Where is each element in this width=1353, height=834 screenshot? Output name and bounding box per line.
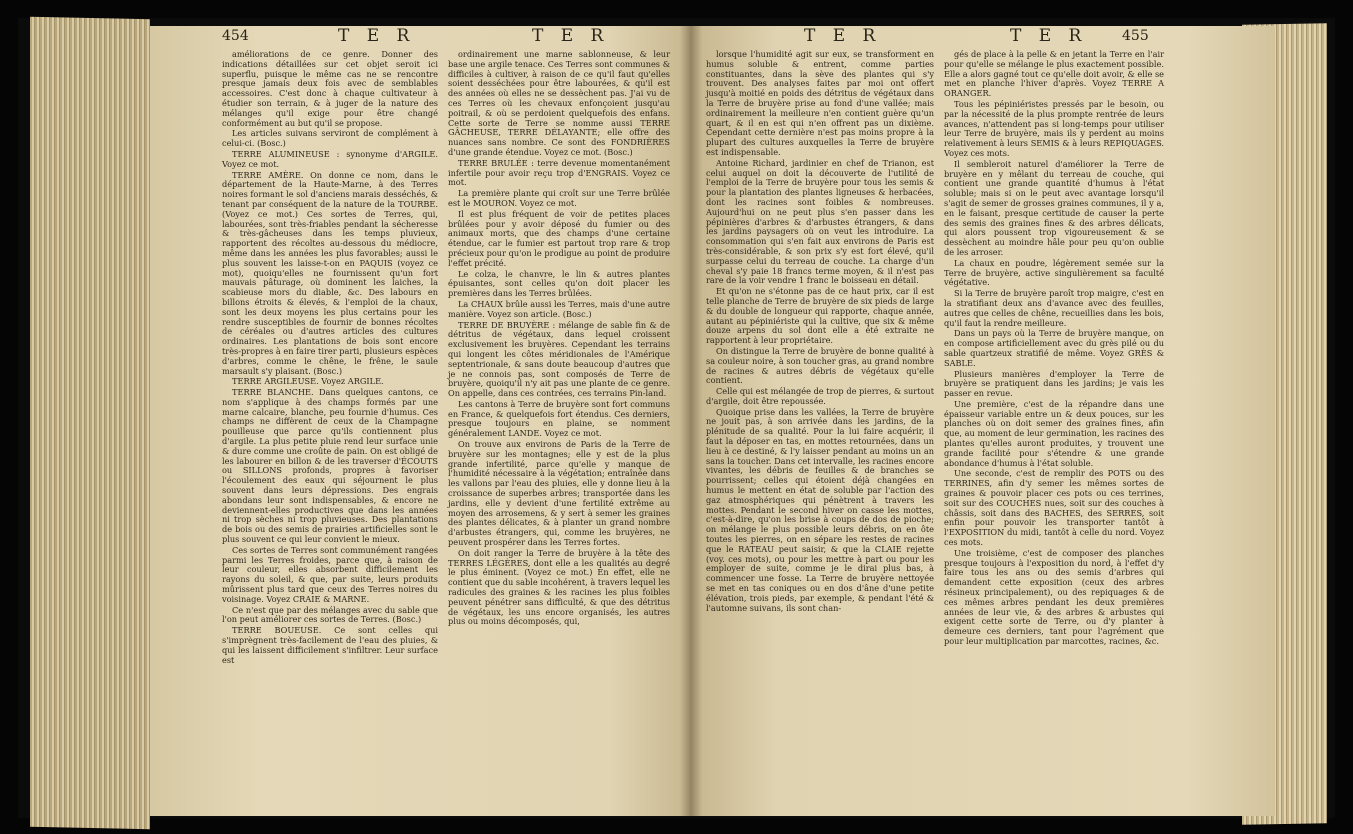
paragraph: TERRE BRULÉE : terre devenue momentanément infertile pour avoir reçu trop d'ENGRAIS. Voyez ce mot. [448,157,670,188]
paragraph: lorsque l'humidité agit sur eux, se transforment en humus soluble & entrent, comme parties constituantes, dans la sève des plantes qui s'y trouvent. Des analyses faites par moi ont offert jusqu'à moitié en poids des détritus de végétaux dans la Terre de bruyère prise au fond d'une vallée; mais ordinairement la meilleure n'en contient guère qu'un quart, & il en est qui n'en offrent pas un dixième. Cependant cette dernière n'est pas moins propre à la plupart des cultures auxquelles la Terre de bruyère est indispensable. [706,49,934,157]
paragraph: Une première, c'est de la répandre dans une épaisseur variable entre un & deux pouces, sur les planches où on doit semer des graines fines, afin que, au moment de leur germination, les racines des plantes qu'elles auront produites, y trouvent une grande facilité pour s'étendre & une grande abondance d'humus à l'état soluble. [944,398,1164,468]
paragraph: TERRE BLANCHE. Dans quelques cantons, ce nom s'applique à des champs formés par une marne calcaire, blanche, peu fournie d'humus. Ces champs ne diffèrent de ceux de la Champagne pouilleuse que parce qu'ils contiennent plus d'argile. La plus petite pluie rend leur surface unie & dure comme une croûte de pain. On est obligé de les labourer en billon & de les traverser d'ÉCOUTS ou SILLONS profonds, propres à favoriser l'écoulement des eaux qui séjournent le plus souvent dans leurs dépressions. Des engrais abondans leur sont indispensables, & encore ne deviennent-elles productives que dans les années ni trop sèches ni trop pluvieuses. Des plantations de bois ou des semis de prairies artificielles sont le plus souvent ce qui leur convient le mieux. [222,387,438,545]
paragraph: TERRE ARGILEUSE. Voyez ARGILE. [232,376,384,387]
paragraph: TERRE DE BRUYÈRE : mélange de sable fin & de détritus de végétaux, dans lequel croissent exclusivement les bruyères. Cependant les terrains qui longent les côtes méridionales de l'Amérique septentrionale, & sans doute beaucoup d'autres que je ne connois pas, sont composés de Terre de bruyère, quoiqu'il n'y ait pas une plante de ce genre. On appelle, dans ces contrées, ces terrains Pin-land. [448,319,670,399]
paragraph: Ce n'est que par des mélanges avec du sable que l'on peut améliorer ces sortes de Terres. (Bosc.) [222,604,438,625]
right-column-2 [944,50,1164,648]
paragraph: Les cantons à Terre de bruyère sont fort communs en France, & quelquefois fort étendus. Ces derniers, presque toujours en plaine, se nomment généralement LANDE. Voyez ce mot. [448,398,670,439]
paragraph: gés de place à la pelle & en jetant la Terre en l'air pour qu'elle se mélange le plus exactement possible. Elle a alors gagné tout ce qu'elle doit avoir, & elle se met en planche l'hiver d'après. Voyez TERRE A ORANGER. [944,49,1164,99]
right-running-head-1: T E R [804,26,882,46]
right-column-1 [706,50,934,614]
paragraph: Plusieurs manières d'employer la Terre de bruyère se pratiquent dans les jardins; je vais les passer en revue. [944,368,1164,399]
paragraph: TERRE BOUEUSE. Ce sont celles qui s'imprègnent très-facilement de l'eau des pluies, & qui les laissent difficilement s'infiltrer. Leur surface est [222,625,438,665]
paragraph: Et qu'on ne s'étonne pas de ce haut prix, car il est telle planche de Terre de bruyère de six pieds de large & du double de longueur qui rapporte, chaque année, autant au pépiniériste qui la cultive, que six & même douze arpens du sol dont elle a été extraite ne rapportent à leur propriétaire. [706,286,934,346]
paragraph: Quoique prise dans les vallées, la Terre de bruyère ne jouit pas, à son arrivée dans les jardins, de la plénitude de sa qualité. Pour la lui faire acquérir, il faut la déposer en tas, en mottes retournées, dans un lieu à ce destiné, & l'y laisser pendant au moins un an sans la toucher. Dans cet intervalle, les racines encore vivantes, les débris de feuilles & de branches se pourrissent; celles qui étoient déjà changées en humus le mettent en état de soluble par l'action des gaz atmosphériques qui pénètrent à travers les mottes. Pendant le second hiver on casse les mottes, c'est-à-dire, qu'on les brise à coups de dos de pioche; on mélange le plus possible leurs débris, on en ôte toutes les pierres, on en sépare les restes de racines que le RATEAU peut saisir, & que la CLAIE rejette (voy. ces mots), ou pour les mettre à part ou pour les employer de suite, comme je le dirai plus bas, à commencer une fosse. La Terre de bruyère nettoyée se met en tas coniques ou en dos d'âne d'une petite élévation, trois pieds, par exemple, & pendant l'été & l'automne suivans, ils sont chan- [706,406,934,613]
paragraph: On distingue la Terre de bruyère de bonne qualité à sa couleur noire, à son toucher gras, au grand nombre de racines & autres débris de végétaux qu'elle contient. [706,345,934,386]
left-page-number: 454 [222,28,249,44]
paragraph: améliorations de ce genre. Donner des indications détaillées sur cet objet seroit ici superflu, puisque le même cas ne se rencontre presque jamais deux fois avec de semblables accessoires. C'est donc à chaque cultivateur à étudier son terrain, & à juger de la nature des mélanges qu'il exige pour être changé conformément au but qu'il se propose. [222,49,438,128]
left-column-2 [448,50,670,628]
left-page-edges [30,17,150,830]
paragraph: Dans un pays où la Terre de bruyère manque, on en compose artificiellement avec du grès pilé ou du sable quartzeux stratifié de même. Voyez GRÈS & SABLE. [944,328,1164,368]
right-page-number: 455 [1122,28,1149,44]
paragraph: Il est plus fréquent de voir de petites places brûlées pour y avoir déposé du fumier ou des animaux morts, que des champs d'une certaine étendue, car le fumier est partout trop rare & trop précieux pour qu'on le prodigue au point de produire l'effet précité. [448,208,670,268]
right-running-head-2: T E R [1010,26,1088,46]
left-column-1 [222,50,438,666]
paragraph: ordinairement une marne sablonneuse, & leur base une argile tenace. Ces Terres sont communes & difficiles à cultiver, à raison de ce qu'il faut qu'elles soient desséchées pour être labourées, & qu'il est des années où elles ne se dessèchent pas. J'ai vu de ces Terres où les chevaux enfonçoient jusqu'au poitrail, & où se perdoient quelquefois des enfans. Cette sorte de Terre se nomme aussi TERRE GÂCHEUSE, TERRE DÉLAYANTE; elle offre des nuances sans nombre. Ce sont des FONDRIÈRES d'une grande étendue. Voyez ce mot. (Bosc.) [448,49,670,157]
paragraph: On doit ranger la Terre de bruyère à la tête des TERRES LÉGÈRES, dont elle a les qualités au degré le plus éminent. (Voyez ce mot.) En effet, elle ne contient que du sable incohérent, à travers lequel les radicules des graines & les racines les plus foibles peuvent pénétrer sans difficulté, & que des détritus de végétaux, les uns encore organisés, les autres plus ou moins décomposés, qui, [448,547,670,627]
left-running-head-1: T E R [338,26,416,46]
paragraph: TERRE AMÈRE. On donne ce nom, dans le département de la Haute-Marne, à des Terres noires formant le sol d'anciens marais desséchés, & tenant par conséquent de la nature de la TOURBE. (Voyez ce mot.) Ces sortes de Terres, qui, labourées, sont très-friables pendant la sécheresse & très-gâcheuses dans les temps pluvieux, rapportent des récoltes au-dessous du médiocre, même dans les années les plus favorables; aussi le plus souvent les laisse-t-on en PAQUIS (voyez ce mot), quoiqu'elles ne fournissent qu'un fort mauvais pâturage, où dominent les laiches, la scabieuse mors du diable, &c. Des labours en billons étroits & élevés, & l'emploi de la chaux, sont les deux moyens les plus certains pour les rendre susceptibles de fournir de bonnes récoltes de céréales ou d'autres articles des cultures ordinaires. Les plantations de bois sont encore très-propres à en faire tirer parti, plusieurs espèces d'arbres, comme le chêne, le frêne, le saule marsault s'y plaisant. (Bosc.) [222,169,438,376]
paragraph: TERRE ALUMINEUSE : synonyme d'ARGILE. Voyez ce mot. [222,148,438,169]
paragraph: Le colza, le chanvre, le lin & autres plantes épuisantes, sont celles qu'on doit placer les premières dans les Terres brûlées. [448,268,670,299]
paragraph: Une seconde, c'est de remplir des POTS ou des TERRINES, afin d'y semer les mêmes sortes de graines & pouvoir placer ces pots ou ces terrines, soit sur des COUCHES nues, soit sur des couches à châssis, soit dans des BACHES, des SERRES, soit enfin pour pouvoir les transporter tantôt à l'EXPOSITION du midi, tantôt à celle du nord. Voyez ces mots. [944,468,1164,548]
paragraph: La chaux en poudre, légèrement semée sur la Terre de bruyère, active singulièrement sa faculté végétative. [944,257,1164,288]
paragraph: Antoine Richard, jardinier en chef de Trianon, est celui auquel on doit la découverte de l'utilité de l'emploi de la Terre de bruyère pour tous les semis & pour la plantation des plantes ligneuses & herbacées, dont les racines sont foibles & nombreuses. Aujourd'hui on ne peut plus s'en passer dans les pépinières d'arbres & d'arbustes étrangers, & dans les jardins paysagers où on veut les introduire. La consommation qui s'en fait aux environs de Paris est très-considérable, & son prix s'y est fort élevé, qu'il surpasse celui du terreau de couche. La charge d'un cheval s'y paie 18 francs terme moyen, & il n'est pas rare de la voir vendre 1 franc le boisseau en détail. [706,157,934,286]
paragraph: La CHAUX brûle aussi les Terres, mais d'une autre manière. Voyez son article. (Bosc.) [448,298,670,319]
paragraph: La première plante qui croît sur une Terre brûlée est le MOURON. Voyez ce mot. [448,188,670,208]
paragraph: Les articles suivans serviront de complément à celui-ci. (Bosc.) [222,128,438,149]
paragraph: Ces sortes de Terres sont communément rangées parmi les Terres froides, parce que, à raison de leur couleur, elles absorbent difficilement les rayons du soleil, & que, par suite, leurs produits mûrissent plus tard que ceux des Terres noires du voisinage. Voyez CRAIE & MARNE. [222,544,438,604]
paragraph: On trouve aux environs de Paris de la Terre de bruyère sur les montagnes; elle y est de la plus grande infertilité, parce qu'elle y manque de l'humidité nécessaire à la végétation; entraînée dans les vallons par l'eau des pluies, elle y donne lieu à la croissance de superbes arbres; transportée dans les jardins, elle y devient d'une fertilité extrême au moyen des arrosemens, & y sert à semer les graines des plantes délicates, & à planter un grand nombre d'arbustes étrangers, qui, comme les bruyères, ne peuvent prospérer dans les Terres fortes. [448,439,670,548]
paragraph: Si la Terre de bruyère paroît trop maigre, c'est en la stratifiant deux ans d'avance avec des feuilles, autres que celles de chêne, recueillies dans les bois, qu'il faut la rendre meilleure. [944,288,1164,328]
paragraph: Tous les pépiniéristes pressés par le besoin, ou par la nécessité de la plus prompte rentrée de leurs avances, n'attendent pas si long-temps pour utiliser leur Terre de bruyère, mais ils y perdent au moins relativement à leurs SEMIS & à leurs REPIQUAGES. Voyez ces mots. [944,98,1164,158]
book-gutter [680,26,702,816]
paragraph: Celle qui est mélangée de trop de pierres, & surtout d'argile, doit être repoussée. [706,386,934,406]
paragraph: Une troisième, c'est de composer des planches presque toujours à l'exposition du nord, à l'effet d'y faire tous les ans ou des semis d'arbres qui demandent cette exposition (ceux des arbres résineux principalement), ou des repiquages & de ces mêmes arbres pendant les deux premières années de leur vie, & des arbres & arbustes qui exigent cette sorte de Terre, ou d'y planter à demeure ces derniers, tant pour l'agrément que pour leur multiplication par marcottes, racines, &c. [944,547,1164,647]
left-running-head-2: T E R [532,26,610,46]
paragraph: Il sembleroit naturel d'améliorer la Terre de bruyère en y mêlant du terreau de couche, qui contient une grande quantité d'humus à l'état soluble; mais si on le peut avec avantage lorsqu'il s'agit de semer de grosses graines communes, il y a, en le faisant, presque certitude de causer la perte des semis des graines fines & des arbres délicats, qui alors poussent trop vigoureusement & se dessèchent au moindre hâle pour peu qu'on oublie de les arroser. [944,158,1164,257]
